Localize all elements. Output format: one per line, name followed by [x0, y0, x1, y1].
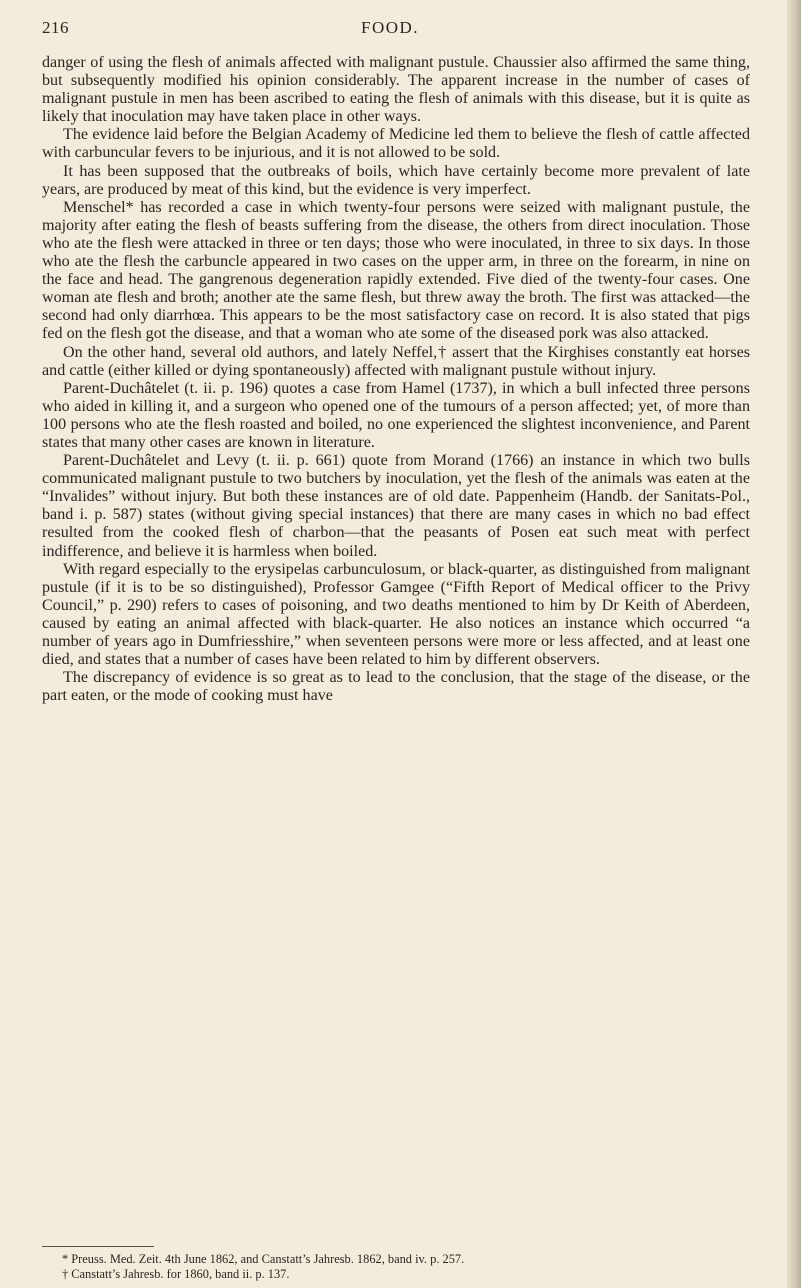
paragraph-black-quarter: With regard especially to the erysipelas carbunculosum, or black-quarter, as distinguished from malignant pustule (if it is to be so distinguished), Professor Gamgee (“Fifth Report of Medical officer to the Privy Council,” p. 290) refers to cases of poisoning, and two deaths mentioned to him by Dr Keith of Aberdeen, caused by eating an animal affected with black-quarter. He also notices an instance which occurred “a number of years ago in Dumfriesshire,” when seventeen persons were more or less affected, and at least one died, and states that a number of cases have been related to him by different observers. [42, 560, 750, 669]
paragraph-levy-morand: Parent-Duchâtelet and Levy (t. ii. p. 661) quote from Morand (1766) an instance in which two bulls communicated malignant pustule to two butchers by inoculation, yet the flesh of the animals was eaten at the “Invalides” without injury. But both these instances are of old date. Pappenheim (Handb. der Sanitats-Pol., band i. p. 587) states (without giving special instances) that there are many cases in which no bad effect resulted from the cooked flesh of charbon—that the peasants of Posen eat such meat with perfect indifference, and believe it is harmless when boiled. [42, 452, 750, 560]
running-head: FOOD. [361, 18, 420, 37]
footnote-rule [42, 1246, 154, 1247]
page-edge-shadow [787, 0, 801, 1288]
body-text [42, 54, 750, 705]
paragraph-discrepancy: The discrepancy of evidence is so great as to lead to the conclusion, that the stage of the disease, or the part eaten, or the mode of cooking must have [42, 669, 750, 705]
page-header [42, 16, 742, 42]
paragraph-boils: It has been supposed that the outbreaks of boils, which have certainly become more prevalent of late years, are produced by meat of this kind, but the evidence is very imperfect. [42, 162, 750, 198]
footnote-asterisk: * Preuss. Med. Zeit. 4th June 1862, and Canstatt’s Jahresb. 1862, band iv. p. 257. [62, 1252, 465, 1266]
paragraph-parent-duchatelet: Parent-Duchâtelet (t. ii. p. 196) quotes a case from Hamel (1737), in which a bull infected three persons who aided in killing it, and a surgeon who opened one of the tumours of a person affected; yet, of more than 100 persons who ate the flesh roasted and boiled, no one experienced the slightest inconvenience, and Parent states that many other cases are known in literature. [42, 379, 750, 451]
footnotes [62, 1252, 742, 1281]
paragraph-belgian-academy: The evidence laid before the Belgian Academy of Medicine led them to believe the flesh of cattle affected with carbuncular fevers to be injurious, and it is not allowed to be sold. [42, 126, 750, 162]
page-number: 216 [42, 18, 69, 37]
paragraph-continuation: danger of using the flesh of animals affected with malignant pustule. Chaussier also affirmed the same thing, but subsequently modified his opinion considerably. The apparent increase in the number of cases of malignant pustule in men has been ascribed to eating the flesh of animals with this disease, but it is quite as likely that inoculation may have taken place in other ways. [42, 54, 750, 126]
footnote-dagger: † Canstatt’s Jahresb. for 1860, band ii. p. 137. [62, 1266, 290, 1281]
paragraph-kirghises: On the other hand, several old authors, and lately Neffel,† assert that the Kirghises constantly eat horses and cattle (either killed or dying spontaneously) affected with malignant pustule without injury. [42, 343, 750, 379]
paragraph-menschel: Menschel* has recorded a case in which twenty-four persons were seized with malignant pustule, the majority after eating the flesh of beasts suffering from the disease, the others from direct inoculation. Those who ate the flesh were attacked in three or ten days; those who were inoculated, in three to six days. In those who ate the flesh the carbuncle appeared in two cases on the upper arm, in three on the forearm, in nine on the face and head. The gangrenous degeneration rapidly extended. Five died of the twenty-four cases. One woman ate flesh and broth; another ate the same flesh, but threw away the broth. The first was attacked—the second had only diarrhœa. This appears to be the most satisfactory case on record. It is also stated that pigs fed on the flesh got the disease, and that a woman who ate some of the diseased pork was also attacked. [42, 198, 750, 343]
